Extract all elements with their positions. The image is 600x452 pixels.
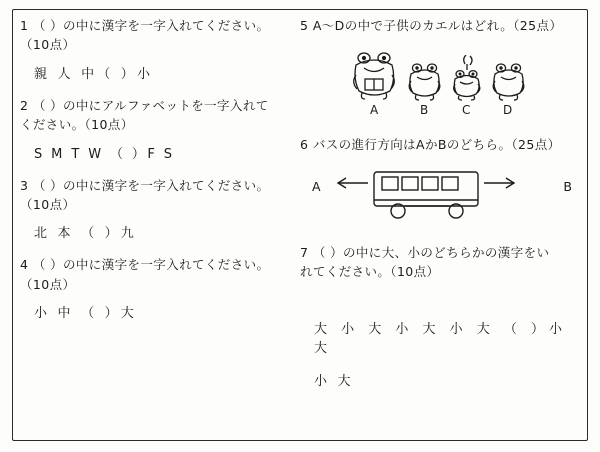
question-5 (300, 16, 584, 35)
left-column (20, 16, 292, 335)
bus-figure (300, 165, 584, 233)
frog-b-illustration (408, 61, 442, 105)
frog-d-svg (492, 61, 526, 101)
bus-label-b: B (563, 178, 572, 194)
question-2-answer: S M T W （ ）F S (34, 146, 175, 162)
question-6-text: バスの進行方向はAかBのどちら。（25点） (312, 137, 561, 153)
question-4-points: （10点） (20, 276, 76, 292)
question-3-number: 3 (20, 177, 29, 193)
question-4-answer: 小 中 （ ）大 (34, 306, 137, 321)
frog-labels (300, 103, 584, 119)
frog-label-a: A (370, 103, 379, 118)
question-4-number: 4 (20, 257, 29, 273)
question-5-text: A〜Dの中で子供のカエルはどれ。（25点） (312, 18, 563, 33)
question-3-points: （10点） (20, 196, 76, 212)
question-2-text: （ ）の中にアルファベットを一字入れて (32, 97, 269, 113)
question-2-number: 2 (20, 97, 29, 113)
question-1-points: （10点） (20, 37, 76, 53)
question-2-points: ください。（10点） (20, 117, 134, 133)
frog-c-illustration (452, 55, 482, 105)
question-6-number: 6 (300, 137, 309, 153)
question-3-text: （ ）の中に漢字を一字入れてください。 (32, 177, 270, 193)
frog-label-c: C (462, 103, 471, 118)
frog-b-svg (408, 61, 442, 101)
question-3-answer: 北 本 （ ）九 (34, 226, 137, 242)
frog-a-illustration (352, 49, 398, 105)
question-1 (20, 16, 292, 55)
frog-label-d: D (503, 103, 513, 118)
question-3 (20, 176, 292, 215)
frog-a-svg (352, 49, 398, 101)
frog-label-b: B (420, 103, 429, 118)
question-1-number: 1 (20, 18, 29, 33)
frog-c-svg (452, 55, 482, 101)
frog-d-illustration (492, 61, 526, 105)
bus-svg (332, 167, 522, 225)
question-1-text: （ ）の中に漢字を一字入れてください。 (32, 18, 270, 33)
question-7-points: れてください。（10点） (300, 264, 440, 280)
question-4 (20, 255, 292, 294)
frogs-figure (300, 45, 584, 119)
question-1-answer: 親 人 中（ ）小 (34, 66, 154, 82)
question-7-answer-line2: 小 大 (314, 373, 354, 389)
question-6 (300, 135, 584, 154)
question-5-number: 5 (300, 18, 309, 33)
right-column (300, 16, 584, 389)
question-7-answer: 大 小 大 小 大 小 大 （ ）小 大 (314, 321, 568, 356)
question-2 (20, 96, 292, 135)
question-4-text: （ ）の中に漢字を一字入れてください。 (32, 257, 270, 273)
question-7-number: 7 (300, 244, 309, 260)
question-7 (300, 243, 584, 282)
bus-label-a: A (312, 178, 321, 194)
question-7-text: （ ）の中に大、小のどちらかの漢字をい (312, 244, 550, 260)
